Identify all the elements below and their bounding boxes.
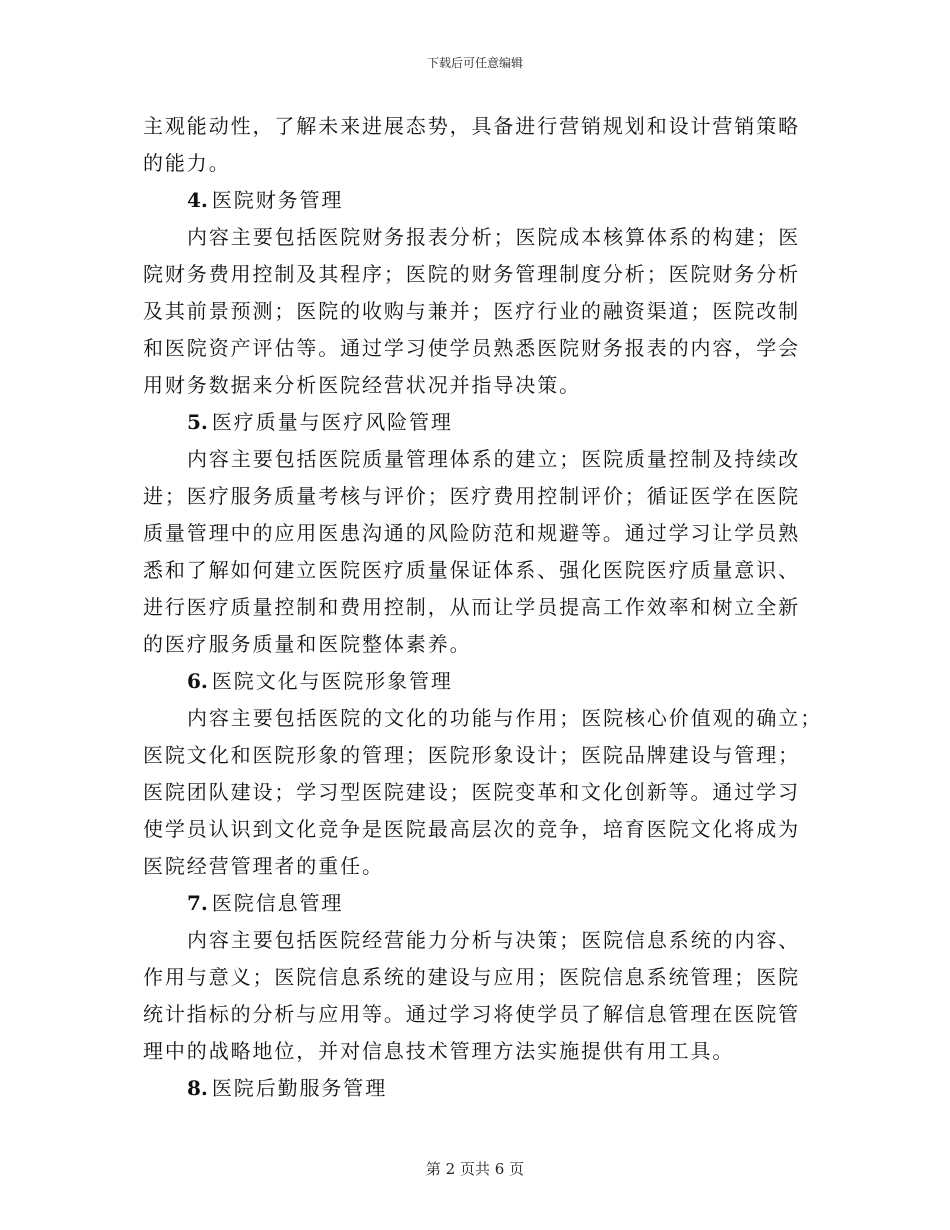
section-title: 医院信息管理 [211,891,344,915]
paragraph-line: 悉和了解如何建立医院医疗质量保证体系、强化医院医疗质量意识、 [143,558,800,582]
paragraph-line: 医院团队建设；学习型医院建设；医院变革和文化创新等。通过学习 [143,780,800,804]
paragraph-line: 及其前景预测；医院的收购与兼并；医疗行业的融资渠道；医院改制 [143,299,800,323]
paragraph-line: 进行医疗质量控制和费用控制，从而让学员提高工作效率和树立全新 [143,595,800,619]
paragraph-line: 使学员认识到文化竞争是医院最高层次的竞争，培育医院文化将成为 [143,817,800,841]
paragraph-line: 统计指标的分析与应用等。通过学习将使学员了解信息管理在医院管 [143,1002,800,1026]
section-title: 医疗质量与医疗风险管理 [211,410,453,434]
paragraph-line: 主观能动性，了解未来进展态势，具备进行营销规划和设计营销策略 [143,114,800,138]
paragraph-line: 质量管理中的应用医患沟通的风险防范和规避等。通过学习让学员熟 [143,521,800,545]
section-heading [187,404,453,441]
section-number: 4. [187,188,208,212]
section-title: 医院文化与医院形象管理 [211,669,453,693]
paragraph-line: 医院经营管理者的重任。 [143,854,384,878]
paragraph-line: 院财务费用控制及其程序；医院的财务管理制度分析；医院财务分析 [143,262,800,286]
paragraph-line: 内容主要包括医院经营能力分析与决策；医院信息系统的内容、 [187,928,801,952]
section-number: 8. [187,1076,208,1100]
section-number: 7. [187,891,208,915]
section-number: 5. [187,410,208,434]
section-heading [187,182,343,219]
paragraph-line: 内容主要包括医院质量管理体系的建立；医院质量控制及持续改 [187,447,801,471]
paragraph-line: 用财务数据来分析医院经营状况并指导决策。 [143,373,581,397]
page-footer: 第 2 页共 6 页 [425,1160,525,1178]
paragraph-line: 内容主要包括医院财务报表分析；医院成本核算体系的构建；医 [187,225,801,249]
paragraph-line: 和医院资产评估等。通过学习使学员熟悉医院财务报表的内容，学会 [143,336,800,360]
section-heading [187,663,453,700]
paragraph-line: 理中的战略地位，并对信息技术管理方法实施提供有用工具。 [143,1039,735,1063]
paragraph-line: 内容主要包括医院的文化的功能与作用；医院核心价值观的确立； [187,706,823,730]
section-heading [187,1070,387,1107]
section-heading [187,885,343,922]
paragraph-line: 医院文化和医院形象的管理；医院形象设计；医院品牌建设与管理； [143,743,800,767]
page-header: 下载后可任意编辑 [426,56,523,70]
paragraph-line: 作用与意义；医院信息系统的建设与应用；医院信息系统管理；医院 [143,965,800,989]
paragraph-line: 的能力。 [143,151,231,175]
section-title: 医院财务管理 [211,188,344,212]
paragraph-line: 的医疗服务质量和医院整体素养。 [143,632,472,656]
section-title: 医院后勤服务管理 [211,1076,388,1100]
paragraph-line: 进；医疗服务质量考核与评价；医疗费用控制评价；循证医学在医院 [143,484,800,508]
section-number: 6. [187,669,208,693]
